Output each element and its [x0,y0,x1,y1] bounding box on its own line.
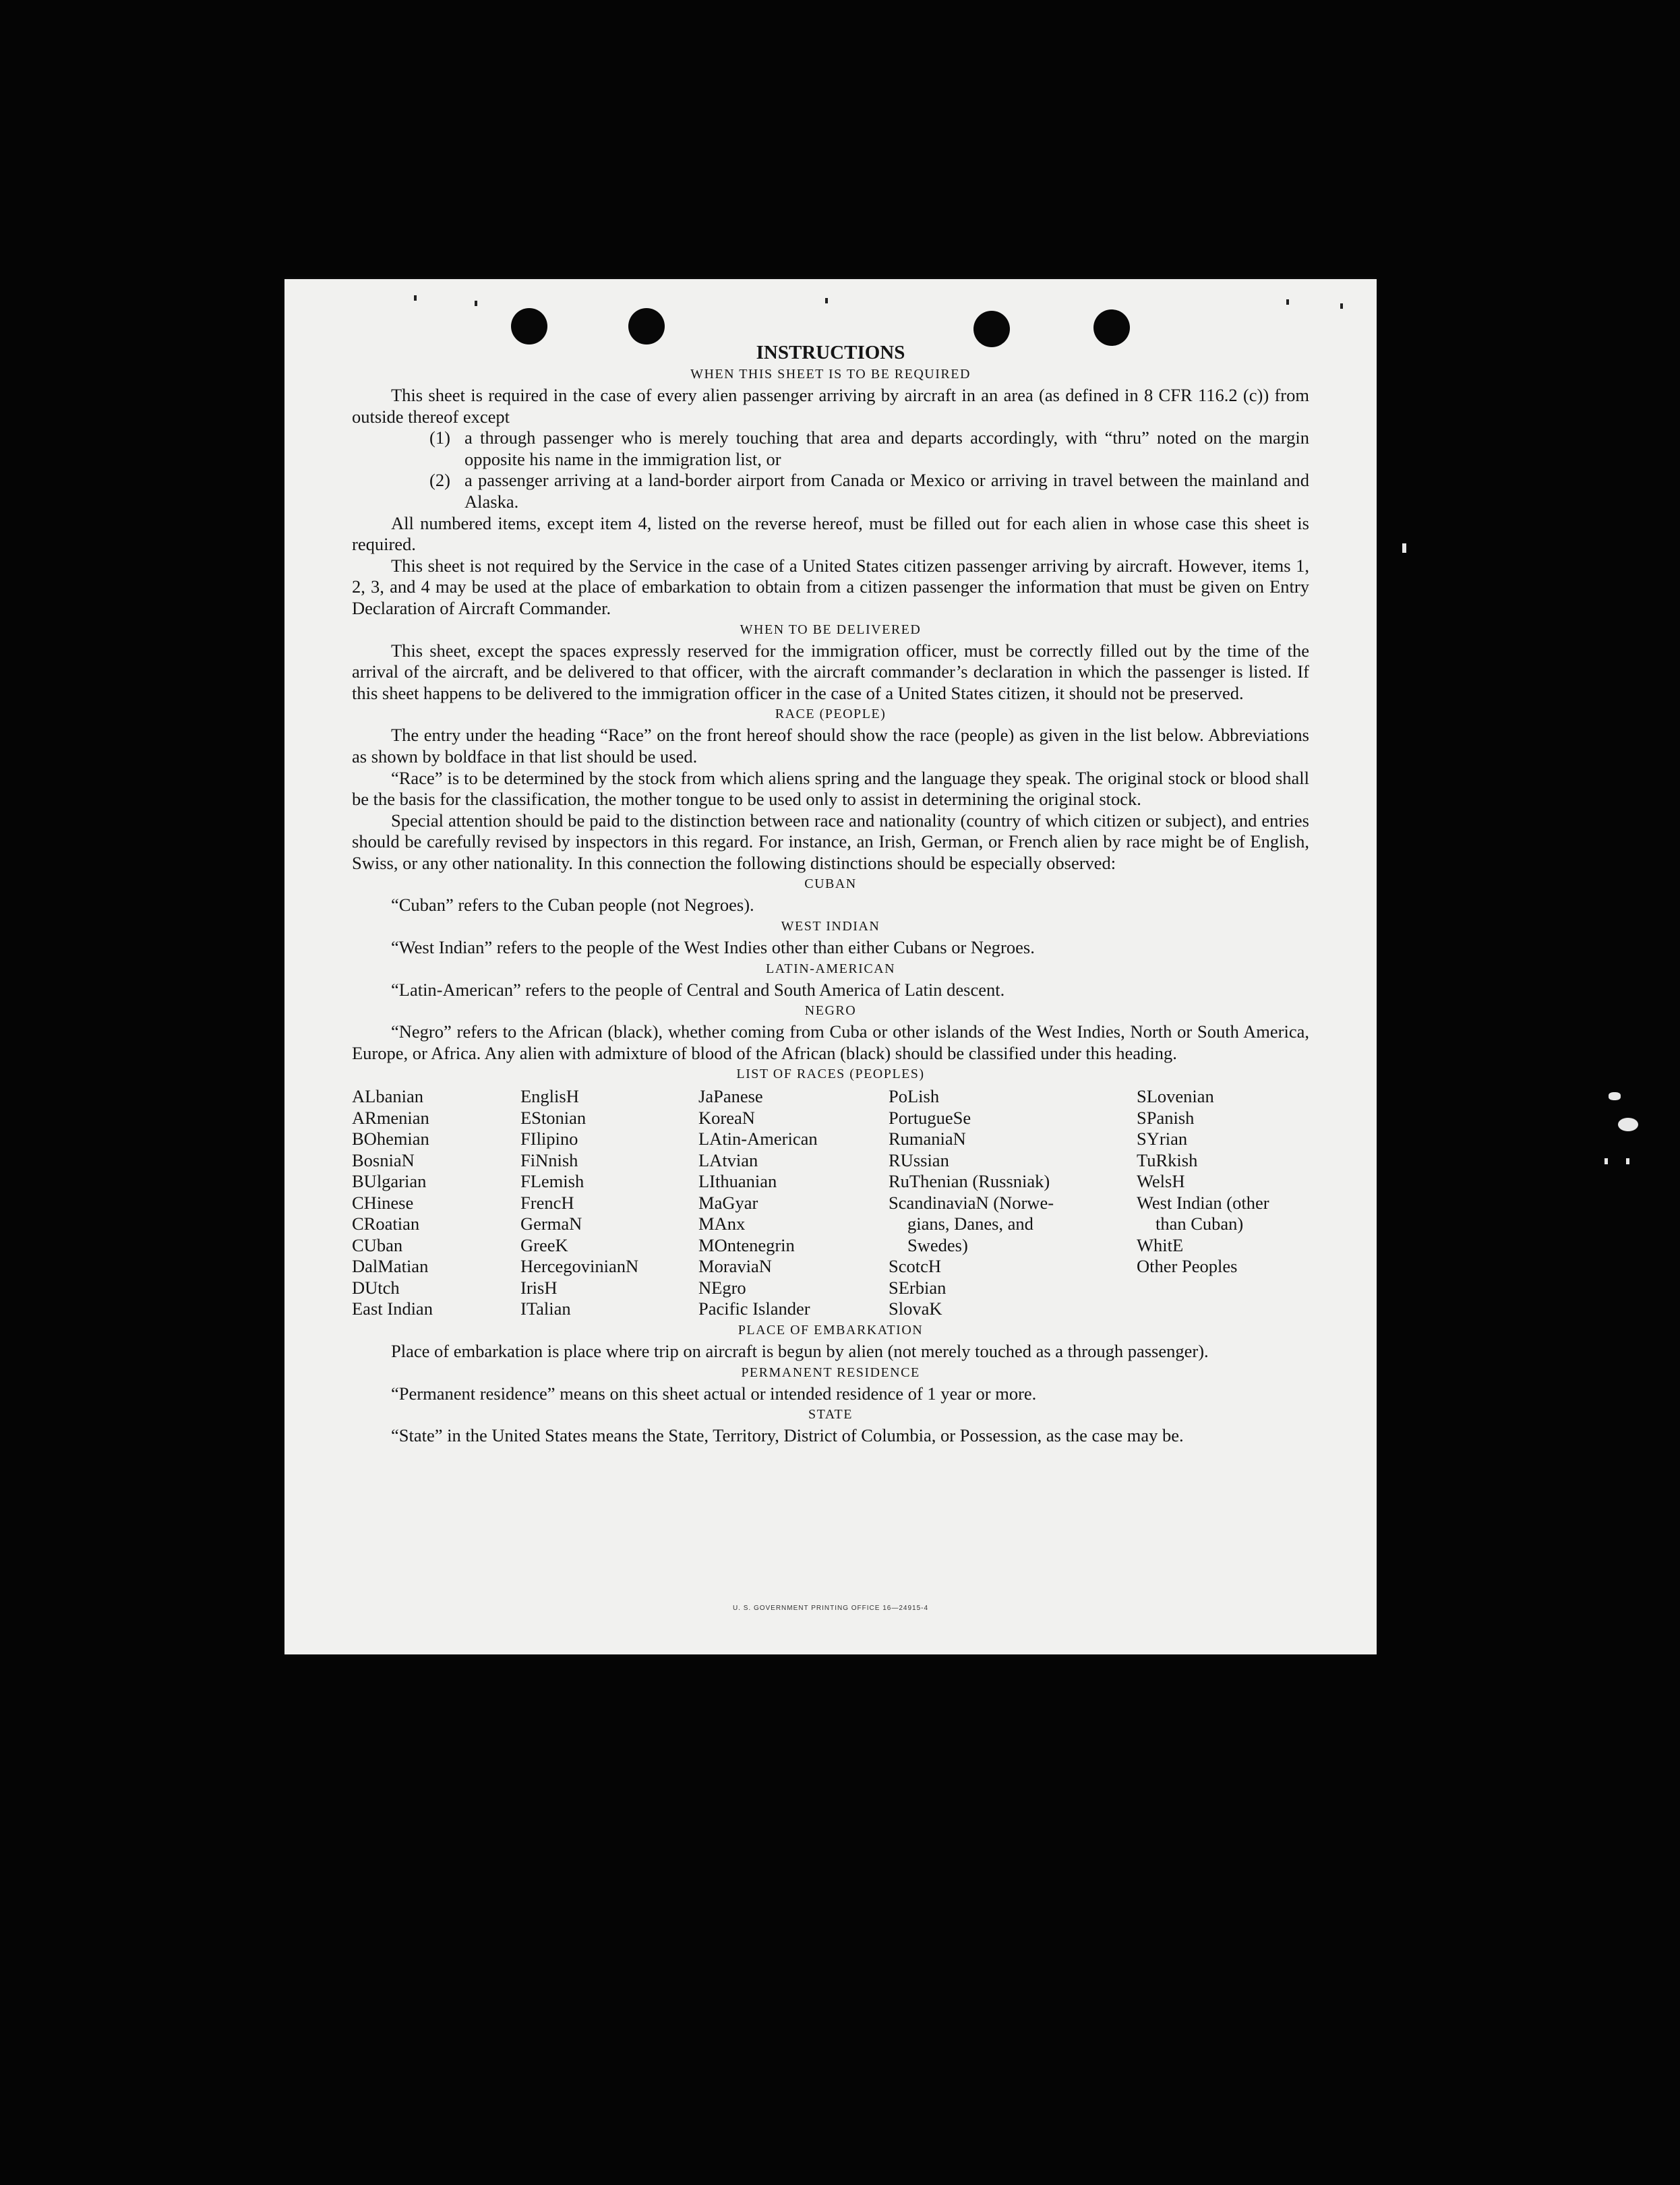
section-heading-list-of-races: LIST OF RACES (PEOPLES) [736,1067,925,1082]
film-speck [1626,1158,1629,1164]
race-name: FIlipino [520,1129,578,1149]
race-name: than Cuban) [1156,1214,1244,1234]
race-name: WhitE [1137,1234,1184,1255]
exception-text: a passenger arriving at a land-border airport from Canada or Mexico or arriving in travel between the mainland and Alaska. [464,470,1309,512]
race-name: CRoatian [352,1214,420,1234]
race-name: BOhemian [352,1129,429,1149]
west-indian-text: “West Indian” refers to the people of the West Indies other than either Cubans or Negroes. [391,937,1035,958]
exception-item [352,470,1309,512]
race-name: SlovaK [889,1298,942,1319]
section-heading-cuban: CUBAN [804,876,857,892]
margin-mark [414,295,417,301]
race-name: Swedes) [907,1234,968,1255]
page-title: INSTRUCTIONS [756,342,905,363]
race-name: FrencH [520,1192,574,1213]
film-speck [1609,1092,1621,1100]
margin-mark [1286,299,1289,305]
race-name: Other Peoples [1137,1256,1238,1277]
exception-number: (2) [429,470,450,491]
race-name: FiNnish [520,1149,578,1170]
printing-office-footer: U. S. GOVERNMENT PRINTING OFFICE 16—24915-4 [732,1605,929,1612]
margin-mark [475,301,477,306]
citizen-paragraph: This sheet is not required by the Service in the case of a United States citizen passenger arriving by aircraft. However, items 1, 2, 3, and 4 may be used at the place of embarkation to obtain from a citizen passenger the information that must be given on Entry Declaration of Aircraft Commander. [352,555,1309,618]
race-name: ALbanian [352,1086,423,1107]
race-name: gians, Danes, and [907,1214,1033,1234]
race-name: LAtin-American [698,1129,818,1149]
exception-text: a through passenger who is merely touching that area and departs accordingly, with “thru” noted on the margin opposite his name in the immigration list, or [464,427,1309,469]
race-name: HercegovinianN [520,1256,639,1277]
race-name: FLemish [520,1171,584,1192]
punch-hole [628,308,665,345]
race-name: EStonian [520,1107,587,1128]
section-heading-place-of-embarkation: PLACE OF EMBARKATION [738,1322,924,1338]
race-name: RumaniaN [889,1129,966,1149]
race-name: SPanish [1137,1107,1195,1128]
race-name: NEgro [698,1277,746,1298]
film-speck [1604,1158,1608,1164]
numbered-items-paragraph: All numbered items, except item 4, listed on the reverse hereof, must be filled out for each alien in whose case this sheet is required. [352,512,1309,555]
race-name: MoraviaN [698,1256,772,1277]
race-name: TuRkish [1137,1149,1198,1170]
race-name: Pacific Islander [698,1298,810,1319]
document-page [284,279,1377,1654]
race-name: CUban [352,1234,403,1255]
when-required-intro: This sheet is required in the case of every alien passenger arriving by aircraft in an area (as defined in 8 CFR 116.2 (c)) from outside thereof except [352,385,1309,427]
race-name: RUssian [889,1149,949,1170]
race-name: SYrian [1137,1129,1188,1149]
section-heading-west-indian: WEST INDIAN [781,919,880,934]
permanent-residence-text: “Permanent residence” means on this sheet actual or intended residence of 1 year or more. [391,1383,1037,1404]
race-name: DalMatian [352,1256,429,1277]
race-name: GermaN [520,1214,582,1234]
race-name: GreeK [520,1234,568,1255]
when-delivered-text: This sheet, except the spaces expressly reserved for the immigration officer, must be correctly filled out by the time of the arrival of the aircraft, and be delivered to that officer, with the aircraft commander’s declaration in which the passenger is listed. If this sheet happens to be delivered to the immigration officer in the case of a United States citizen, it should not be preserved. [352,640,1309,703]
race-name: ITalian [520,1298,571,1319]
race-name: BUlgarian [352,1171,427,1192]
exception-number: (1) [429,427,450,448]
race-name: East Indian [352,1298,433,1319]
race-column [520,1086,698,1320]
race-name: LAtvian [698,1149,758,1170]
section-heading-permanent-residence: PERMANENT RESIDENCE [741,1365,920,1380]
section-heading-state: STATE [808,1407,853,1423]
film-speck [1618,1118,1638,1131]
film-speck [1402,543,1406,553]
race-list [352,1086,1309,1320]
race-name: PortugueSe [889,1107,971,1128]
race-name: IrisH [520,1277,558,1298]
race-name: CHinese [352,1192,414,1213]
race-column [1137,1086,1309,1320]
exception-item [352,427,1309,470]
race-name: ScandinaviaN (Norwe- [889,1192,1054,1213]
race-name: ARmenian [352,1107,429,1128]
race-name: WelsH [1137,1171,1185,1192]
punch-hole [511,308,547,345]
race-name: LIthuanian [698,1171,777,1192]
punch-hole [1093,309,1130,346]
race-name: RuThenian (Russniak) [889,1171,1050,1192]
section-heading-when-required: WHEN THIS SHEET IS TO BE REQUIRED [690,367,971,382]
state-text: “State” in the United States means the State, Territory, District of Columbia, or Possession, as the case may be. [391,1425,1184,1446]
race-name: MOntenegrin [698,1234,795,1255]
section-heading-latin-american: LATIN-AMERICAN [765,961,896,976]
race-paragraph-3: Special attention should be paid to the distinction between race and nationality (country of which citizen or subject), and entries should be carefully revised by inspectors in this regard. For instance, an Irish, German, or French alien by race might be of English, Swiss, or any other nationality. In this connection the following distinctions should be especially observed: [352,810,1309,873]
race-name: KoreaN [698,1107,755,1128]
cuban-text: “Cuban” refers to the Cuban people (not Negroes). [391,895,754,916]
race-column [352,1086,520,1320]
latin-american-text: “Latin-American” refers to the people of Central and South America of Latin descent. [391,979,1005,1000]
race-name: PoLish [889,1086,940,1107]
race-name: BosniaN [352,1149,415,1170]
race-column [889,1086,1137,1320]
section-heading-when-delivered: WHEN TO BE DELIVERED [740,622,922,637]
race-name: DUtch [352,1277,400,1298]
race-name: MAnx [698,1214,746,1234]
race-name: West Indian (other [1137,1192,1269,1213]
section-heading-negro: NEGRO [804,1003,857,1019]
race-paragraph-1: The entry under the heading “Race” on the front hereof should show the race (people) as given in the list below. Abbreviations as shown by boldface in that list should be used. [352,725,1309,767]
race-name: SLovenian [1137,1086,1214,1107]
race-name: JaPanese [698,1086,763,1107]
negro-text: “Negro” refers to the African (black), whether coming from Cuba or other islands of the West Indies, North or South America, Europe, or Africa. Any alien with admixture of blood of the African (black) should be classified under this heading. [352,1021,1309,1063]
race-paragraph-2: “Race” is to be determined by the stock from which aliens spring and the language they speak. The original stock or blood shall be the basis for the classification, the mother tongue to be used only to assist in determining the original stock. [352,767,1309,810]
place-of-embarkation-text: Place of embarkation is place where trip on aircraft is begun by alien (not merely touched as a through passenger). [391,1340,1209,1361]
race-name: ScotcH [889,1256,942,1277]
race-column [698,1086,889,1320]
margin-mark [825,298,828,303]
race-name: MaGyar [698,1192,758,1213]
margin-mark [1340,303,1343,309]
section-heading-race: RACE (PEOPLE) [775,707,887,722]
race-name: SErbian [889,1277,947,1298]
instructions-body [352,341,1309,1447]
race-name: EnglisH [520,1086,579,1107]
